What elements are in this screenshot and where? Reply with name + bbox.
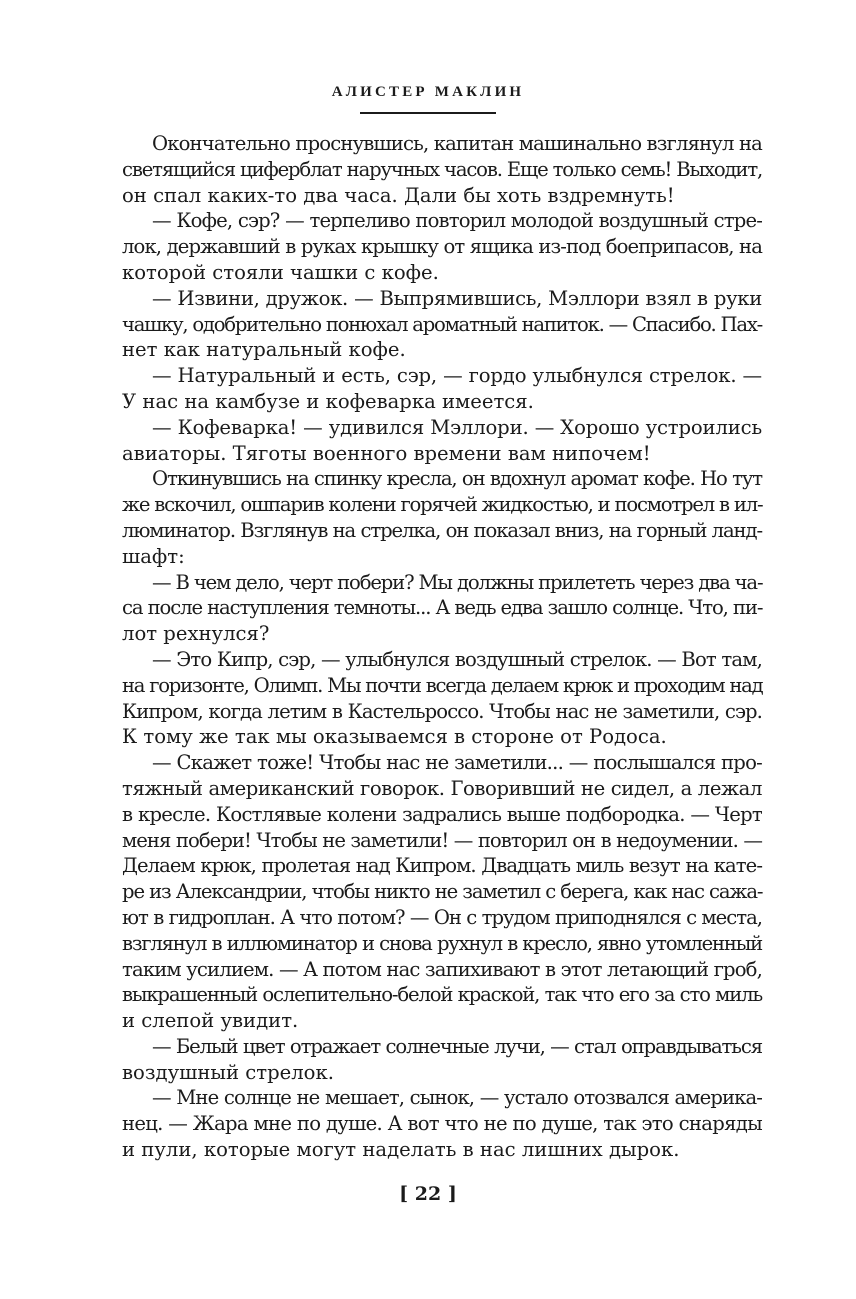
- paragraph: [122, 1034, 762, 1086]
- text-line: — В чем дело, черт побери? Мы должны прилететь через два ча-: [152, 570, 763, 594]
- text-line: авиаторы. Тяготы военного времени вам нипочем!: [122, 441, 651, 465]
- paragraph: [122, 647, 762, 750]
- text-line: са после наступления темноты... А ведь едва зашло солнце. Что, пи-: [122, 596, 763, 620]
- text-line: Окончательно проснувшись, капитан машинально взглянул на: [152, 132, 762, 155]
- text-line: люминатор. Взглянув на стрелка, он показал вниз, на горный ланд-: [122, 518, 762, 542]
- page-number: [ 22 ]: [399, 1183, 457, 1205]
- text-line: же вскочил, ошпарив колени горячей жидкостью, и посмотрел в ил-: [122, 493, 763, 517]
- text-line: взглянул в иллюминатор и снова рухнул в кресло, явно утомленный: [122, 931, 762, 955]
- paragraph: [122, 363, 762, 415]
- text-line: которой стояли чашки с кофе.: [122, 260, 439, 284]
- text-line: на горизонте, Олимп. Мы почти всегда делаем крюк и проходим над: [122, 673, 763, 697]
- text-line: тяжный американский говорок. Говоривший не сидел, а лежал: [122, 776, 762, 800]
- text-line: таким усилием. — А потом нас запихивают в этот летающий гроб,: [122, 957, 762, 981]
- running-head: АЛИСТЕР МАКЛИН: [331, 84, 525, 100]
- paragraph: [122, 750, 762, 1034]
- text-line: нет как натуральный кофе.: [122, 338, 406, 362]
- paragraph: [122, 208, 762, 285]
- text-line: К тому же так мы оказываемся в стороне от Родоса.: [122, 725, 667, 749]
- text-line: чашку, одобрительно понюхал ароматный напиток. — Спасибо. Пах-: [122, 312, 762, 336]
- text-line: и пули, которые могут наделать в нас лишних дырок.: [122, 1138, 680, 1162]
- text-line: ют в гидроплан. А что потом? — Он с трудом приподнялся с места,: [122, 905, 762, 929]
- text-line: ре из Александрии, чтобы никто не заметил с берега, как нас сажа-: [122, 880, 763, 904]
- text-line: — Белый цвет отражает солнечные лучи, — стал оправдываться: [152, 1034, 762, 1058]
- text-line: светящийся циферблат наручных часов. Еще только семь! Выходит,: [122, 157, 763, 181]
- text-line: лок, державший в руках крышку от ящика из-под боеприпасов, на: [122, 235, 762, 259]
- header-rule: [360, 112, 496, 114]
- text-line: У нас на камбузе и кофеварка имеется.: [122, 389, 534, 413]
- paragraph: [122, 131, 762, 208]
- text-line: Делаем крюк, пролетая над Кипром. Двадцать миль везут на кате-: [122, 854, 762, 878]
- text-line: — Натуральный и есть, сэр, — гордо улыбнулся стрелок. —: [152, 364, 762, 388]
- text-line: меня побери! Чтобы не заметили! — повторил он в недоумении. —: [122, 828, 762, 852]
- text-line: в кресле. Костлявые колени задрались выше подбородка. — Черт: [122, 802, 762, 826]
- paragraph: [122, 570, 762, 647]
- text-line: — Это Кипр, сэр, — улыбнулся воздушный стрелок. — Вот там,: [152, 647, 762, 671]
- text-line: и слепой увидит.: [122, 1009, 299, 1033]
- text-line: Откинувшись на спинку кресла, он вдохнул аромат кофе. Но тут: [152, 467, 762, 491]
- text-line: — Кофеварка! — удивился Мэллори. — Хорошо устроились: [152, 415, 762, 439]
- text-line: — Извини, дружок. — Выпрямившись, Мэллори взял в руки: [152, 286, 762, 310]
- text-line: воздушный стрелок.: [122, 1060, 334, 1084]
- paragraph: [122, 466, 762, 569]
- paragraph: [122, 1085, 762, 1162]
- text-line: лот рехнулся?: [122, 622, 270, 646]
- text-line: — Скажет тоже! Чтобы нас не заметили... — послышался про-: [152, 751, 762, 775]
- text-line: нец. — Жара мне по душе. А вот что не по душе, так это снаряды: [122, 1112, 762, 1136]
- text-line: он спал каких-то два часа. Дали бы хоть вздремнуть!: [122, 183, 675, 207]
- text-line: — Мне солнце не мешает, сынок, — устало отозвался америка-: [152, 1086, 762, 1110]
- paragraph: [122, 415, 762, 467]
- text-line: шафт:: [122, 544, 185, 568]
- text-line: Кипром, когда летим в Кастельроссо. Чтобы нас не заметили, сэр.: [122, 699, 762, 723]
- paragraph: [122, 286, 762, 363]
- body-text: [122, 131, 762, 1163]
- text-line: выкрашенный ослепительно-белой краской, так что его за сто миль: [122, 983, 762, 1007]
- text-line: — Кофе, сэр? — терпеливо повторил молодой воздушный стре-: [152, 209, 762, 233]
